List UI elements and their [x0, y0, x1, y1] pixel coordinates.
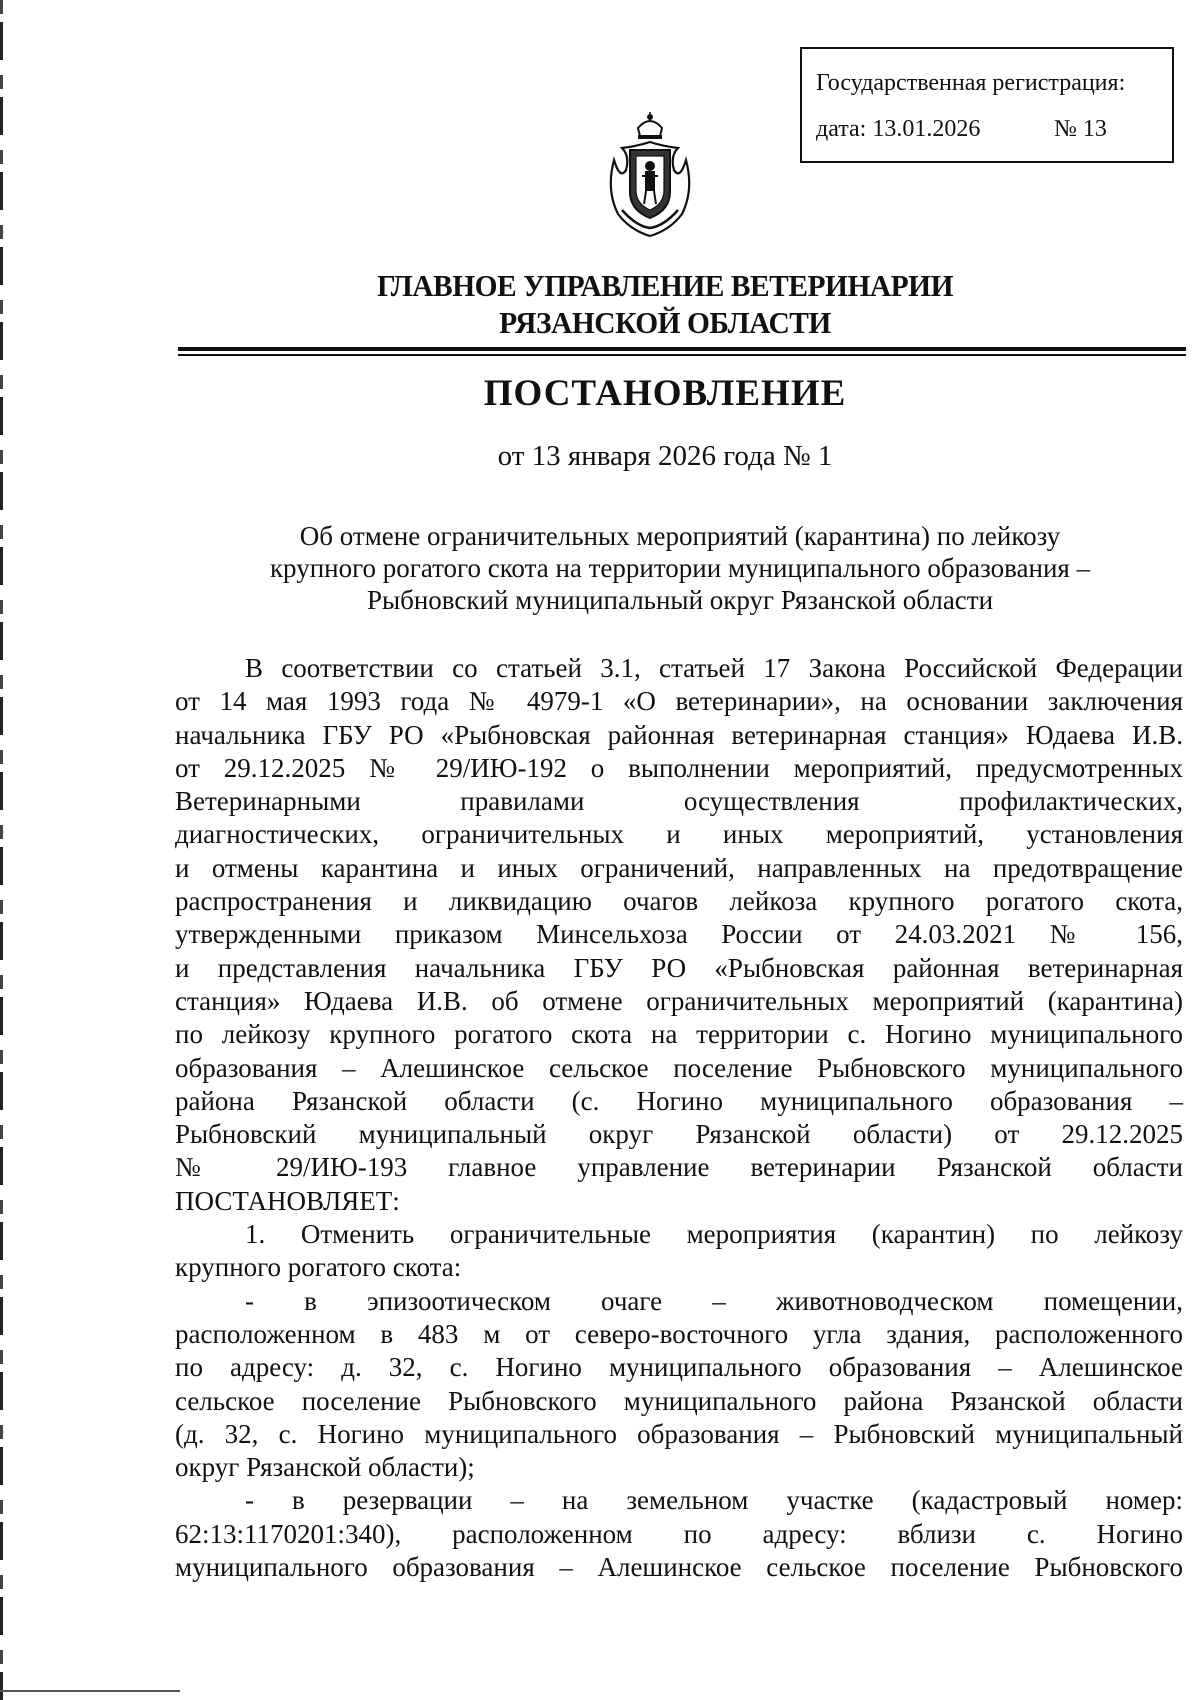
body-line: района Рязанской области (с. Ногино муниципального образования – [175, 1085, 1183, 1116]
registration-number: № 13 [1054, 116, 1107, 142]
body-line: (д. 32, с. Ногино муниципального образования – Рыбновский муниципальный [175, 1418, 1183, 1449]
body-line: от 29.12.2025 № 29/ИЮ-192 о выполнении мероприятий, предусмотренных [175, 752, 1183, 783]
body-line: и представления начальника ГБУ РО «Рыбновская районная ветеринарная [175, 952, 1183, 983]
body-line: по лейкозу крупного рогатого скота на территории с. Ногино муниципального [175, 1019, 1183, 1050]
body-line: и отмены карантина и иных ограничений, направленных на предотвращение [175, 852, 1183, 883]
body-line: распространения и ликвидацию очагов лейкоза крупного рогатого скота, [175, 886, 1183, 917]
body-line: Рыбновский муниципальный округ Рязанской области) от 29.12.2025 [175, 1119, 1183, 1150]
registration-box [800, 47, 1174, 163]
header-divider-thick [178, 347, 1186, 351]
subject-line: Рыбновский муниципальный округ Рязанской области [366, 585, 994, 615]
body-line: № 29/ИЮ-193 главное управление ветеринарии Рязанской области [175, 1152, 1183, 1183]
body-line: станция» Юдаева И.В. об отмене ограничительных мероприятий (карантина) [175, 985, 1183, 1016]
body-line: 62:13:1170201:340), расположенном по адресу: вблизи с. Ногино [175, 1518, 1183, 1549]
body-line: - в резервации – на земельном участке (кадастровый номер: [245, 1485, 1183, 1516]
document-body [175, 652, 1183, 1584]
body-line: сельское поселение Рыбновского муниципального района Рязанской области [175, 1385, 1183, 1416]
subject-line: Об отмене ограничительных мероприятий (карантина) по лейкозу [299, 521, 1061, 551]
document-subject [170, 520, 1190, 616]
registration-date: дата: 13.01.2026 [816, 116, 981, 142]
body-line: В соответствии со статьей 3.1, статьей 17 Закона Российской Федерации [245, 653, 1183, 683]
registration-title: Государственная регистрация: [816, 70, 1126, 96]
scan-edge-bottom [0, 1690, 180, 1692]
coat-of-arms-icon [600, 110, 700, 240]
scan-edge [0, 0, 3, 1700]
body-line: по адресу: д. 32, с. Ногино муниципального образования – Алешинское [175, 1352, 1183, 1383]
body-line: 1. Отменить ограничительные мероприятия (карантин) по лейкозу [245, 1219, 1183, 1250]
document-type: ПОСТАНОВЛЕНИЕ [483, 373, 847, 414]
body-line: расположенном в 483 м от северо-восточного угла здания, расположенного [175, 1318, 1183, 1349]
organization-name-line1: ГЛАВНОЕ УПРАВЛЕНИЕ ВЕТЕРИНАРИИ [376, 268, 954, 303]
body-line: образования – Алешинское сельское поселение Рыбновского муниципального [175, 1052, 1183, 1083]
organization-name-line2: РЯЗАНСКОЙ ОБЛАСТИ [499, 305, 831, 340]
body-line: муниципального образования – Алешинское сельское поселение Рыбновского [175, 1552, 1183, 1583]
body-line: диагностических, ограничительных и иных мероприятий, установления [175, 819, 1183, 850]
body-line: Ветеринарными правилами осуществления профилактических, [175, 786, 1183, 817]
document-date-number: от 13 января 2026 года № 1 [497, 440, 833, 472]
body-line: начальника ГБУ РО «Рыбновская районная ветеринарная станция» Юдаева И.В. [175, 719, 1183, 750]
body-line: утвержденными приказом Минсельхоза России от 24.03.2021 № 156, [175, 919, 1183, 950]
header-divider-thin [178, 354, 1186, 356]
body-line: ПОСТАНОВЛЯЕТ: [175, 1185, 400, 1216]
body-line: - в эпизоотическом очаге – животноводческом помещении, [245, 1285, 1183, 1316]
body-line: крупного рогатого скота: [175, 1252, 462, 1283]
body-line: округ Рязанской области); [175, 1452, 475, 1483]
body-line: от 14 мая 1993 года № 4979-1 «О ветеринарии», на основании заключения [175, 686, 1183, 717]
subject-line: крупного рогатого скота на территории муниципального образования – [269, 553, 1091, 583]
